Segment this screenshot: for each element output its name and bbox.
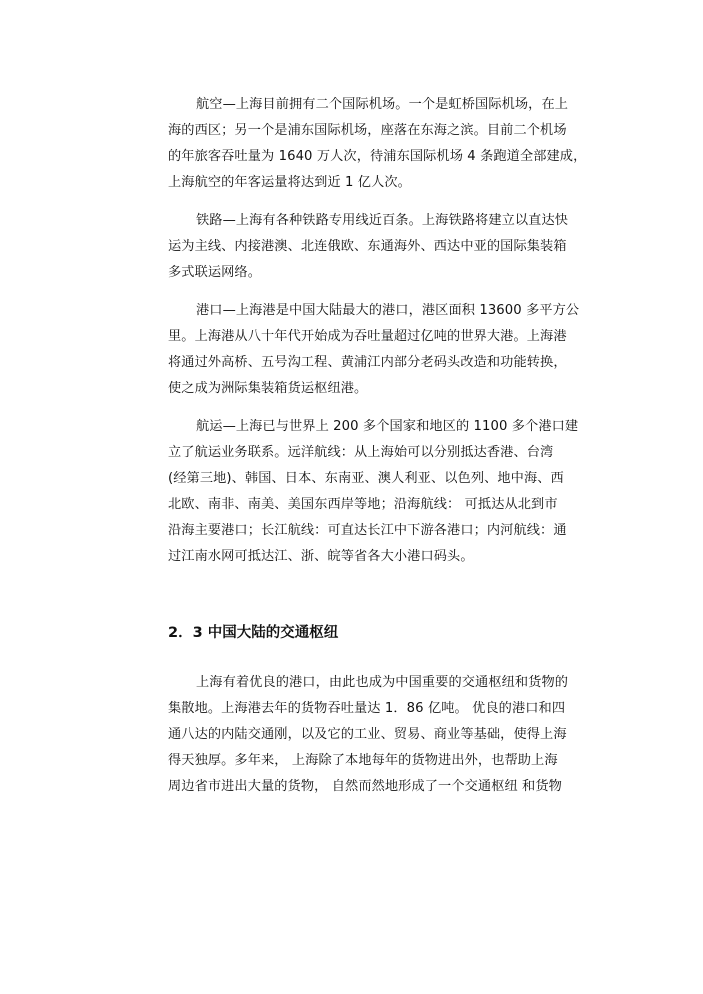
section-spacer (168, 646, 608, 670)
text-line: 使之成为洲际集装箱货运枢纽港。 (168, 381, 368, 396)
text-line: 得天独厚。多年来， 上海除了本地每年的货物进出外，也帮助上海 (168, 753, 558, 768)
text-line: 过江南水网可抵达江、浙、皖等省各大小港口码头。 (168, 549, 474, 564)
section-heading: 2．3 中国大陆的交通枢纽 (168, 625, 339, 641)
text-line: 多式联运网络。 (168, 265, 262, 280)
paragraph-hub (168, 670, 608, 800)
text-line: 周边省市进出大量的货物， 自然而然地形成了一个交通枢纽 和货物 (168, 779, 562, 794)
text-line: 通八达的内陆交通刚，以及它的工业、贸易、商业等基础，使得上海 (168, 727, 567, 742)
text-line: 立了航运业务联系。远洋航线：从上海始可以分别抵达香港、台湾 (168, 445, 554, 460)
text-line: 沿海主要港口；长江航线：可直达长江中下游各港口；内河航线：通 (168, 523, 567, 538)
text-line: 航空—上海目前拥有二个国际机场。一个是虹桥国际机场，在上 (196, 97, 569, 112)
document-body (168, 92, 608, 800)
text-line: 铁路—上海有各种铁路专用线近百条。上海铁路将建立以直达快 (196, 213, 569, 228)
text-line: 里。上海港从八十年代开始成为吞吐量超过亿吨的世界大港。上海港 (168, 329, 567, 344)
text-line: 运为主线、内接港澳、北连俄欧、东通海外、西达中亚的国际集装箱 (168, 239, 567, 254)
paragraph-spacer (168, 286, 608, 298)
text-line: 海的西区；另一个是浦东国际机场，座落在东海之滨。目前二个机场 (168, 123, 567, 138)
paragraph-shipping (168, 414, 608, 570)
text-line: 将通过外高桥、五号沟工程、黄浦江内部分老码头改造和功能转换， (168, 355, 567, 370)
text-line: 的年旅客吞吐量为 1640 万人次，待浦东国际机场 4 条跑道全部建成， (168, 149, 587, 164)
text-line: 北欧、南非、南美、美国东西岸等地；沿海航线： 可抵达从北到市 (168, 497, 558, 512)
paragraph-air (168, 92, 608, 196)
text-line: 航运—上海已与世界上 200 多个国家和地区的 1100 多个港口建 (196, 419, 579, 434)
text-line: 集散地。上海港去年的货物吞吐量达 1．86 亿吨。 优良的港口和四 (168, 701, 566, 716)
text-line: 上海有着优良的港口，由此也成为中国重要的交通枢纽和货物的 (196, 675, 569, 690)
paragraph-spacer (168, 402, 608, 414)
paragraph-spacer (168, 196, 608, 208)
text-line: (经第三地)、韩国、日本、东南亚、澳人利亚、以色列、地中海、西 (168, 471, 564, 486)
paragraph-port (168, 298, 608, 402)
section-spacer (168, 570, 608, 620)
text-line: 上海航空的年客运量将达到近 1 亿人次。 (168, 175, 411, 190)
paragraph-rail (168, 208, 608, 286)
text-line: 港口—上海港是中国大陆最大的港口，港区面积 13600 多平方公 (196, 303, 580, 318)
